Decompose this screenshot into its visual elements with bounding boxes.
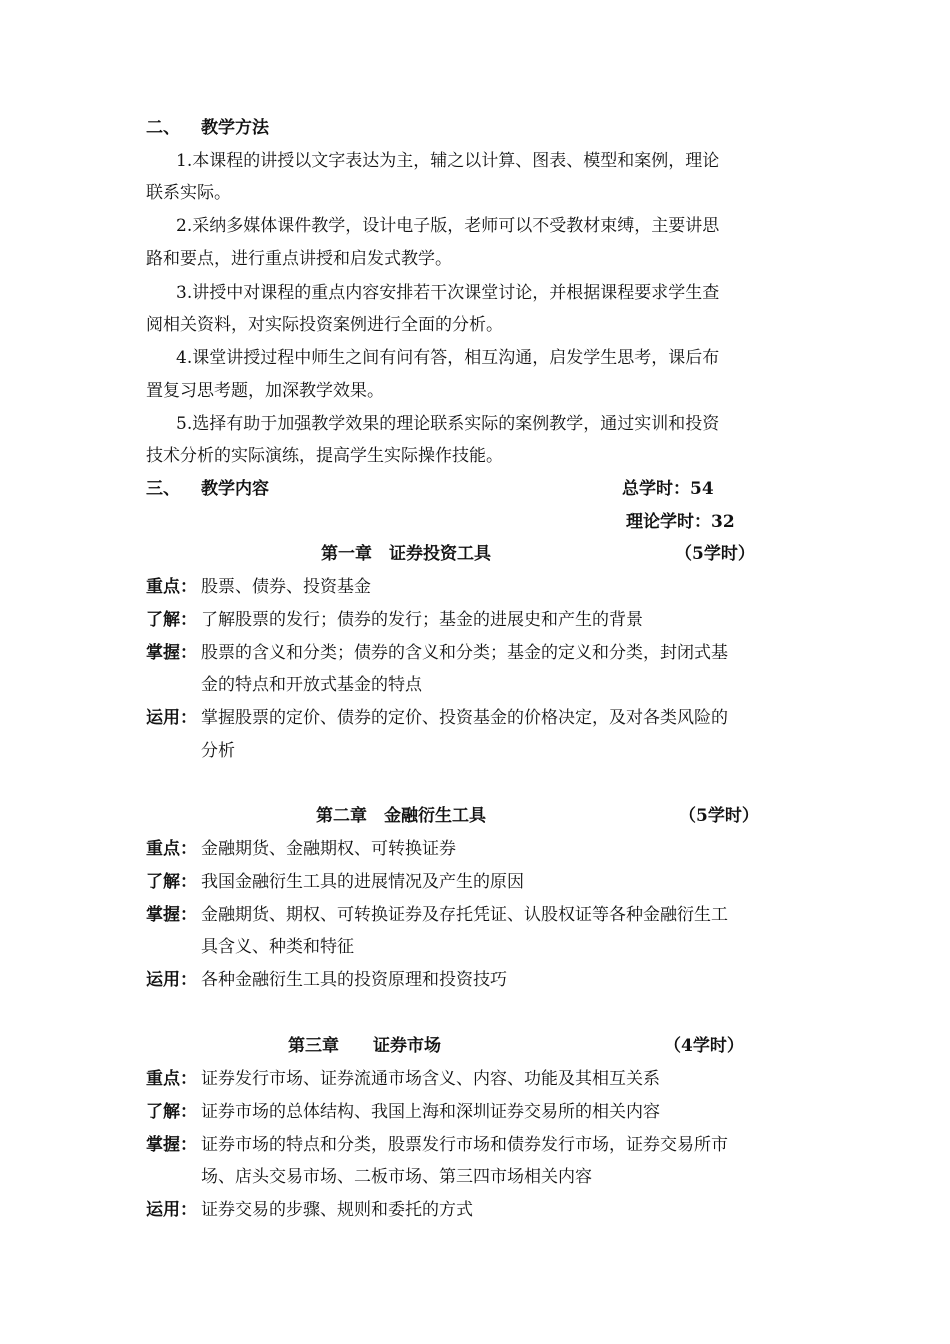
chapter1-master-text-1: 股票的含义和分类；债券的含义和分类；基金的定义和分类，封闭式基 — [201, 643, 728, 663]
chapter1-apply-label: 运用： — [146, 708, 197, 728]
chapter2-apply-label: 运用： — [146, 970, 197, 990]
chapter1-master-label: 掌握： — [146, 643, 197, 663]
chapter3-hours: （4学时） — [664, 1036, 744, 1056]
method-item-2-line1: 2.采纳多媒体课件教学，设计电子版，老师可以不受教材束缚，主要讲思 — [176, 216, 720, 236]
chapter2-hours: （5学时） — [679, 806, 759, 826]
chapter2-title: 第二章 金融衍生工具 — [316, 806, 486, 826]
section3-title: 教学内容 — [201, 479, 269, 499]
chapter1-master-text-2: 金的特点和开放式基金的特点 — [201, 675, 422, 695]
method-item-1-line2: 联系实际。 — [146, 183, 231, 203]
chapter2-apply-text-1: 各种金融衍生工具的投资原理和投资技巧 — [201, 970, 507, 990]
chapter1-focus-label: 重点： — [146, 577, 197, 597]
total-hours: 总学时：54 — [622, 479, 714, 499]
chapter1-hours: （5学时） — [675, 544, 755, 564]
chapter1-title: 第一章 证券投资工具 — [321, 544, 491, 564]
chapter2-know-label: 了解： — [146, 872, 197, 892]
chapter3-title: 第三章 证券市场 — [288, 1036, 441, 1056]
chapter1-know-label: 了解： — [146, 610, 197, 630]
chapter3-apply-text-1: 证券交易的步骤、规则和委托的方式 — [201, 1200, 473, 1220]
chapter3-apply-label: 运用： — [146, 1200, 197, 1220]
chapter2-know-text: 我国金融衍生工具的进展情况及产生的原因 — [201, 872, 524, 892]
chapter2-master-text-2: 具含义、种类和特征 — [201, 937, 354, 957]
method-item-4-line2: 置复习思考题，加深教学效果。 — [146, 381, 384, 401]
method-item-4-line1: 4.课堂讲授过程中师生之间有问有答，相互沟通，启发学生思考，课后布 — [176, 348, 720, 368]
method-item-5-line1: 5.选择有助于加强教学效果的理论联系实际的案例教学，通过实训和投资 — [176, 414, 720, 434]
method-item-3-line2: 阅相关资料，对实际投资案例进行全面的分析。 — [146, 315, 503, 335]
method-item-2-line2: 路和要点，进行重点讲授和启发式教学。 — [146, 249, 452, 269]
chapter2-master-text-1: 金融期货、期权、可转换证券及存托凭证、认股权证等各种金融衍生工 — [201, 905, 728, 925]
chapter1-apply-text-2: 分析 — [201, 741, 235, 761]
chapter1-know-text: 了解股票的发行；债券的发行；基金的进展史和产生的背景 — [201, 610, 643, 630]
theory-hours: 理论学时：32 — [626, 512, 735, 532]
method-item-3-line1: 3.讲授中对课程的重点内容安排若干次课堂讨论，并根据课程要求学生查 — [176, 283, 720, 303]
chapter3-master-text-1: 证券市场的特点和分类，股票发行市场和债券发行市场，证券交易所市 — [201, 1135, 728, 1155]
chapter3-know-label: 了解： — [146, 1102, 197, 1122]
chapter2-master-label: 掌握： — [146, 905, 197, 925]
chapter3-focus-text: 证券发行市场、证券流通市场含义、内容、功能及其相互关系 — [201, 1069, 660, 1089]
chapter3-know-text: 证券市场的总体结构、我国上海和深圳证券交易所的相关内容 — [201, 1102, 660, 1122]
section3-number: 三、 — [146, 479, 180, 499]
chapter2-focus-text: 金融期货、金融期权、可转换证券 — [201, 839, 456, 859]
chapter1-focus-text: 股票、债券、投资基金 — [201, 577, 371, 597]
chapter3-master-label: 掌握： — [146, 1135, 197, 1155]
chapter2-focus-label: 重点： — [146, 839, 197, 859]
chapter3-focus-label: 重点： — [146, 1069, 197, 1089]
section2-number: 二、 — [146, 118, 180, 138]
method-item-5-line2: 技术分析的实际演练，提高学生实际操作技能。 — [146, 446, 503, 466]
method-item-1-line1: 1.本课程的讲授以文字表达为主，辅之以计算、图表、模型和案例，理论 — [176, 151, 720, 171]
section2-title: 教学方法 — [201, 118, 269, 138]
chapter3-master-text-2: 场、店头交易市场、二板市场、第三四市场相关内容 — [201, 1167, 592, 1187]
chapter1-apply-text-1: 掌握股票的定价、债券的定价、投资基金的价格决定，及对各类风险的 — [201, 708, 728, 728]
